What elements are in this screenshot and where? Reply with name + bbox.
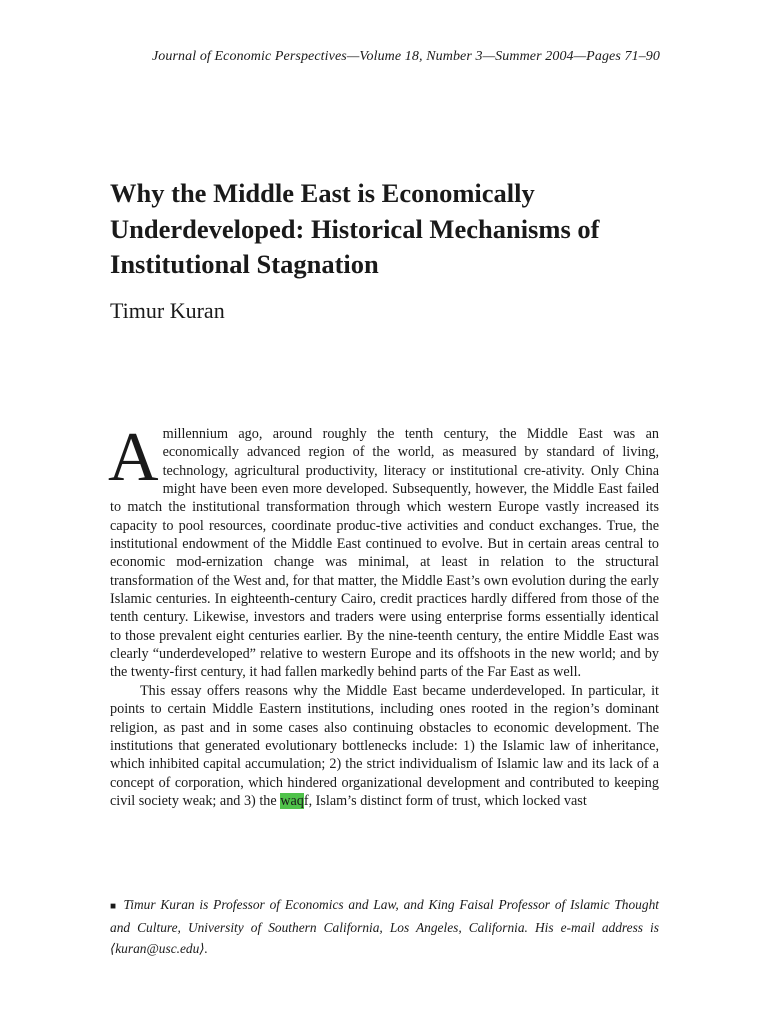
article-title: Why the Middle East is Economically Underdeveloped: Historical Mechanisms of Institutional Stagnation <box>110 178 600 279</box>
paragraph-1 <box>108 419 659 682</box>
paragraph-2 <box>110 682 659 810</box>
author-footnote <box>110 894 659 959</box>
paragraph-2-text-after: f, Islam’s distinct form of trust, which locked vast <box>303 792 587 809</box>
journal-citation-header: Journal of Economic Perspectives—Volume 18, Number 3—Summer 2004—Pages 71–90 <box>151 49 660 64</box>
footnote-bullet-icon: ■ <box>110 901 118 912</box>
highlighted-word[interactable]: waq <box>280 792 304 809</box>
footnote-text: Timur Kuran is Professor of Economics and Law, and King Faisal Professor of Islamic Thought and Culture, University of Southern California, Los Angeles, California. His e-mail address is ⟨kuran@usc.edu⟩. <box>110 897 659 956</box>
author-name: Timur Kuran <box>110 298 225 323</box>
article-body <box>108 419 659 810</box>
paragraph-1-text: millennium ago, around roughly the tenth century, the Middle East was an economically advanced region of the world, as measured by standard of living, technology, agricultural productivity, literacy or institutional cre-ativity. Only China might have been even more developed. Subsequently, however, the Middle East failed to match the institutional transformation through which western Europe vastly increased its capacity to pool resources, coordinate produc-tive activities and conduct exchanges. True, the institutional endowment of the Middle East continued to evolve. But in certain areas central to economic mod-ernization change was minimal, at least in relation to the structural transformation of the West and, for that matter, the Middle East’s own evolution during the early Islamic centuries. In eighteenth-century Cairo, credit practices hardly differed from those of the tenth century. Likewise, investors and traders were using enterprise forms essentially identical to those prevalent eight centuries earlier. By the nine-teenth century, the entire Middle East was clearly “underdeveloped” relative to western Europe and its offshoots in the new world; and by the twenty-first century, it had fallen markedly behind parts of the Far East as well. <box>110 426 659 681</box>
drop-cap: A <box>108 419 159 496</box>
paragraph-2-text-before: This essay offers reasons why the Middle East became underdeveloped. In particular, it points to certain Middle Eastern institutions, including ones rooted in the region’s dominant religion, as past and in some cases also continuing obstacles to economic development. The institutions that generated evolutionary bottlenecks include: 1) the Islamic law of inheritance, which inhibited capital accumulation; 2) the strict individualism of Islamic law and its lack of a concept of corporation, which hindered organizational development and contributed to keeping civil society weak; and 3) the <box>110 682 659 809</box>
